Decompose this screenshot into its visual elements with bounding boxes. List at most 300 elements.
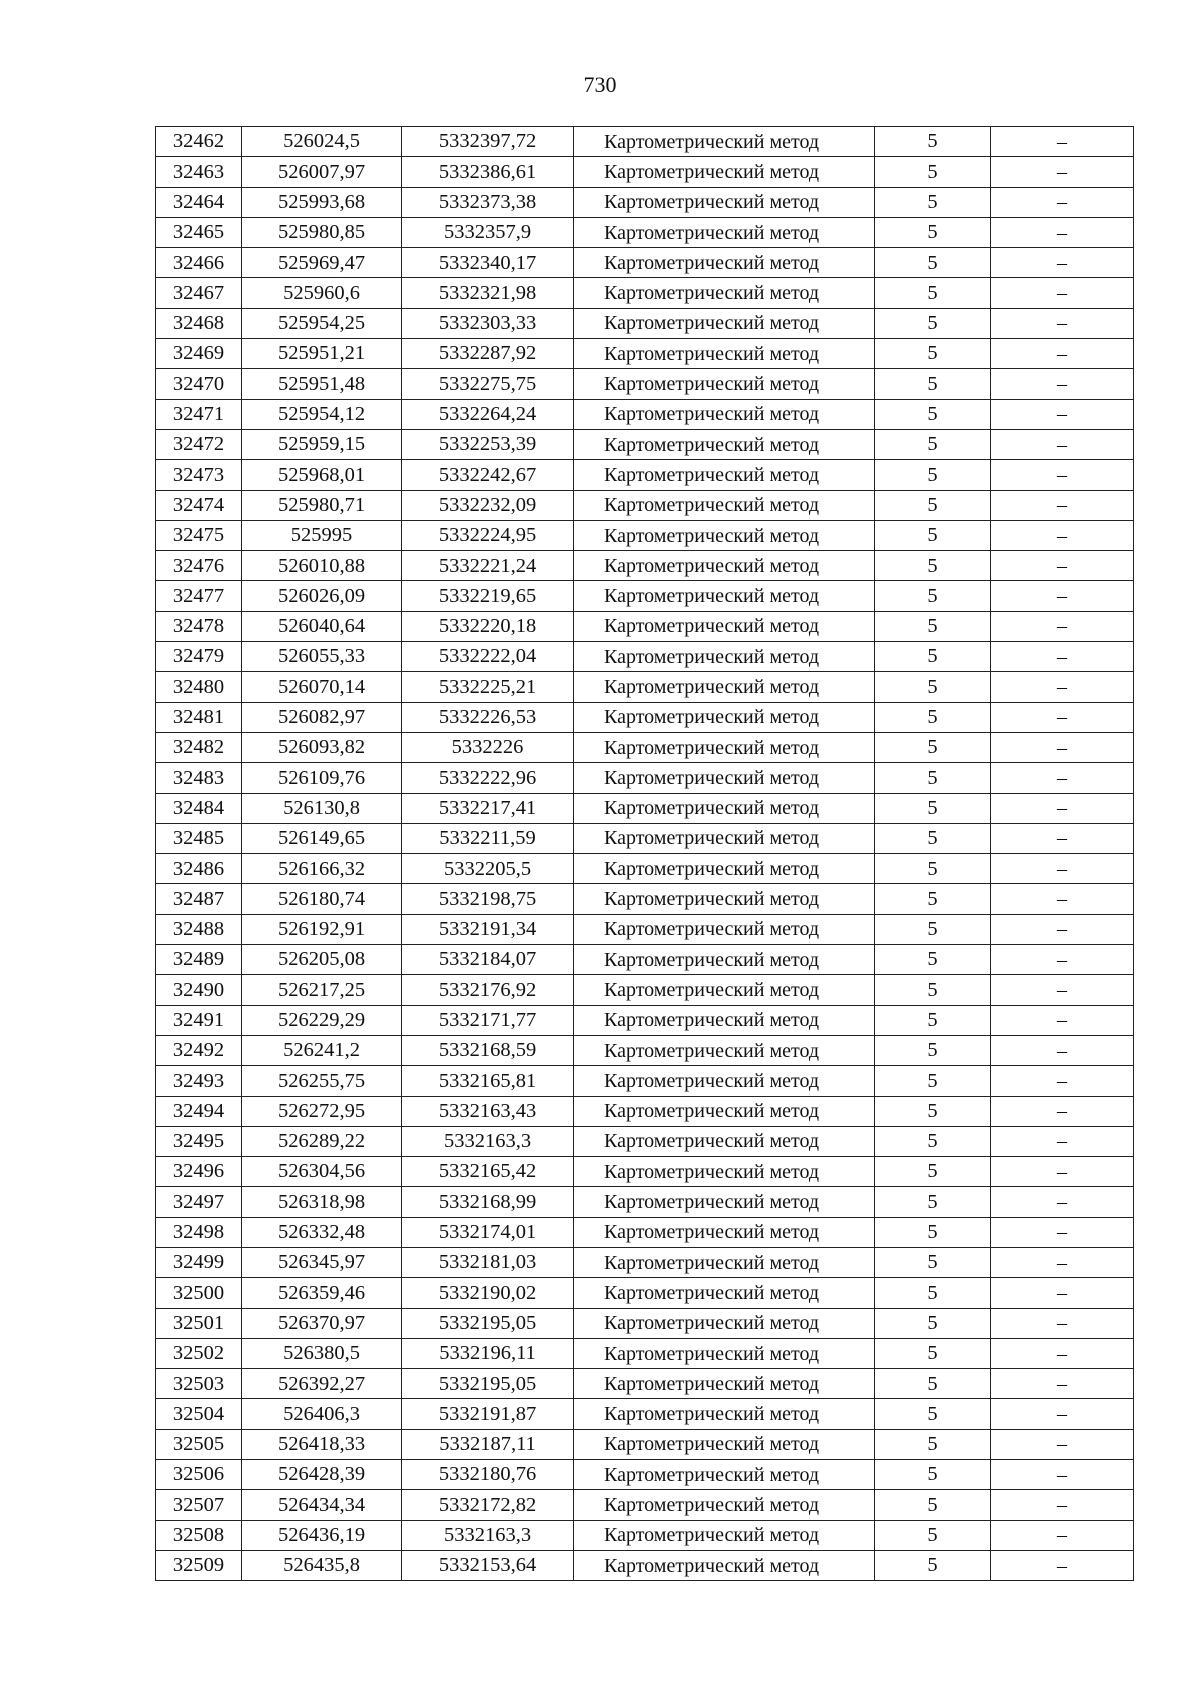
method-cell: Картометрический метод xyxy=(574,642,875,672)
method-cell: Картометрический метод xyxy=(574,611,875,641)
y-coordinate-cell: 5332165,81 xyxy=(402,1066,574,1096)
y-coordinate-cell: 5332217,41 xyxy=(402,793,574,823)
method-cell: Картометрический метод xyxy=(574,732,875,762)
point-number-cell: 32469 xyxy=(156,339,242,369)
accuracy-cell: 5 xyxy=(875,793,991,823)
y-coordinate-cell: 5332253,39 xyxy=(402,429,574,459)
accuracy-cell: 5 xyxy=(875,702,991,732)
method-cell: Картометрический метод xyxy=(574,1096,875,1126)
x-coordinate-cell: 525993,68 xyxy=(242,187,402,217)
method-cell: Картометрический метод xyxy=(574,823,875,853)
point-number-cell: 32488 xyxy=(156,914,242,944)
table-row xyxy=(156,1399,1134,1429)
x-coordinate-cell: 526205,08 xyxy=(242,945,402,975)
method-cell: Картометрический метод xyxy=(574,1490,875,1520)
x-coordinate-cell: 525995 xyxy=(242,520,402,550)
y-coordinate-cell: 5332153,64 xyxy=(402,1550,574,1580)
y-coordinate-cell: 5332275,75 xyxy=(402,369,574,399)
extra-cell: – xyxy=(991,1157,1134,1187)
extra-cell: – xyxy=(991,1247,1134,1277)
point-number-cell: 32481 xyxy=(156,702,242,732)
x-coordinate-cell: 526070,14 xyxy=(242,672,402,702)
x-coordinate-cell: 526289,22 xyxy=(242,1126,402,1156)
x-coordinate-cell: 526406,3 xyxy=(242,1399,402,1429)
accuracy-cell: 5 xyxy=(875,672,991,702)
table-row xyxy=(156,278,1134,308)
accuracy-cell: 5 xyxy=(875,399,991,429)
table-row xyxy=(156,248,1134,278)
accuracy-cell: 5 xyxy=(875,1369,991,1399)
accuracy-cell: 5 xyxy=(875,1520,991,1550)
y-coordinate-cell: 5332163,3 xyxy=(402,1520,574,1550)
method-cell: Картометрический метод xyxy=(574,1247,875,1277)
accuracy-cell: 5 xyxy=(875,551,991,581)
table-row xyxy=(156,642,1134,672)
accuracy-cell: 5 xyxy=(875,1126,991,1156)
table-row xyxy=(156,551,1134,581)
method-cell: Картометрический метод xyxy=(574,914,875,944)
extra-cell: – xyxy=(991,217,1134,247)
table-row xyxy=(156,217,1134,247)
method-cell: Картометрический метод xyxy=(574,672,875,702)
extra-cell: – xyxy=(991,1490,1134,1520)
point-number-cell: 32475 xyxy=(156,520,242,550)
accuracy-cell: 5 xyxy=(875,945,991,975)
accuracy-cell: 5 xyxy=(875,1278,991,1308)
extra-cell: – xyxy=(991,1460,1134,1490)
accuracy-cell: 5 xyxy=(875,1217,991,1247)
x-coordinate-cell: 526040,64 xyxy=(242,611,402,641)
table-row xyxy=(156,1429,1134,1459)
method-cell: Картометрический метод xyxy=(574,945,875,975)
x-coordinate-cell: 525951,21 xyxy=(242,339,402,369)
point-number-cell: 32504 xyxy=(156,1399,242,1429)
extra-cell: – xyxy=(991,248,1134,278)
extra-cell: – xyxy=(991,945,1134,975)
accuracy-cell: 5 xyxy=(875,1308,991,1338)
table-row xyxy=(156,672,1134,702)
y-coordinate-cell: 5332373,38 xyxy=(402,187,574,217)
point-number-cell: 32499 xyxy=(156,1247,242,1277)
point-number-cell: 32490 xyxy=(156,975,242,1005)
extra-cell: – xyxy=(991,460,1134,490)
extra-cell: – xyxy=(991,187,1134,217)
x-coordinate-cell: 526392,27 xyxy=(242,1369,402,1399)
extra-cell: – xyxy=(991,520,1134,550)
table-row xyxy=(156,1338,1134,1368)
table-row xyxy=(156,945,1134,975)
accuracy-cell: 5 xyxy=(875,1429,991,1459)
extra-cell: – xyxy=(991,732,1134,762)
y-coordinate-cell: 5332163,43 xyxy=(402,1096,574,1126)
method-cell: Картометрический метод xyxy=(574,702,875,732)
accuracy-cell: 5 xyxy=(875,1096,991,1126)
table-row xyxy=(156,884,1134,914)
x-coordinate-cell: 526166,32 xyxy=(242,854,402,884)
extra-cell: – xyxy=(991,1096,1134,1126)
x-coordinate-cell: 525954,25 xyxy=(242,308,402,338)
table-row xyxy=(156,1550,1134,1580)
table-row xyxy=(156,732,1134,762)
table-row xyxy=(156,460,1134,490)
method-cell: Картометрический метод xyxy=(574,339,875,369)
accuracy-cell: 5 xyxy=(875,884,991,914)
point-number-cell: 32473 xyxy=(156,460,242,490)
x-coordinate-cell: 526434,34 xyxy=(242,1490,402,1520)
x-coordinate-cell: 526255,75 xyxy=(242,1066,402,1096)
accuracy-cell: 5 xyxy=(875,763,991,793)
point-number-cell: 32492 xyxy=(156,1035,242,1065)
extra-cell: – xyxy=(991,1369,1134,1399)
y-coordinate-cell: 5332163,3 xyxy=(402,1126,574,1156)
point-number-cell: 32489 xyxy=(156,945,242,975)
accuracy-cell: 5 xyxy=(875,1005,991,1035)
method-cell: Картометрический метод xyxy=(574,217,875,247)
x-coordinate-cell: 525969,47 xyxy=(242,248,402,278)
extra-cell: – xyxy=(991,884,1134,914)
method-cell: Картометрический метод xyxy=(574,1005,875,1035)
extra-cell: – xyxy=(991,278,1134,308)
x-coordinate-cell: 526318,98 xyxy=(242,1187,402,1217)
y-coordinate-cell: 5332225,21 xyxy=(402,672,574,702)
point-number-cell: 32478 xyxy=(156,611,242,641)
point-number-cell: 32468 xyxy=(156,308,242,338)
y-coordinate-cell: 5332196,11 xyxy=(402,1338,574,1368)
point-number-cell: 32496 xyxy=(156,1157,242,1187)
point-number-cell: 32505 xyxy=(156,1429,242,1459)
point-number-cell: 32509 xyxy=(156,1550,242,1580)
point-number-cell: 32470 xyxy=(156,369,242,399)
extra-cell: – xyxy=(991,1005,1134,1035)
accuracy-cell: 5 xyxy=(875,975,991,1005)
table-row xyxy=(156,429,1134,459)
point-number-cell: 32482 xyxy=(156,732,242,762)
accuracy-cell: 5 xyxy=(875,339,991,369)
accuracy-cell: 5 xyxy=(875,1550,991,1580)
x-coordinate-cell: 526418,33 xyxy=(242,1429,402,1459)
x-coordinate-cell: 526024,5 xyxy=(242,127,402,157)
page-number: 730 xyxy=(583,72,617,97)
method-cell: Картометрический метод xyxy=(574,1126,875,1156)
extra-cell: – xyxy=(991,1066,1134,1096)
y-coordinate-cell: 5332198,75 xyxy=(402,884,574,914)
point-number-cell: 32497 xyxy=(156,1187,242,1217)
point-number-cell: 32464 xyxy=(156,187,242,217)
method-cell: Картометрический метод xyxy=(574,975,875,1005)
table-row xyxy=(156,1126,1134,1156)
x-coordinate-cell: 526436,19 xyxy=(242,1520,402,1550)
x-coordinate-cell: 526359,46 xyxy=(242,1278,402,1308)
point-number-cell: 32480 xyxy=(156,672,242,702)
accuracy-cell: 5 xyxy=(875,490,991,520)
x-coordinate-cell: 525959,15 xyxy=(242,429,402,459)
accuracy-cell: 5 xyxy=(875,1187,991,1217)
accuracy-cell: 5 xyxy=(875,308,991,338)
method-cell: Картометрический метод xyxy=(574,1369,875,1399)
point-number-cell: 32462 xyxy=(156,127,242,157)
y-coordinate-cell: 5332397,72 xyxy=(402,127,574,157)
y-coordinate-cell: 5332168,59 xyxy=(402,1035,574,1065)
point-number-cell: 32479 xyxy=(156,642,242,672)
table-row xyxy=(156,1278,1134,1308)
x-coordinate-cell: 525980,85 xyxy=(242,217,402,247)
point-number-cell: 32503 xyxy=(156,1369,242,1399)
x-coordinate-cell: 526149,65 xyxy=(242,823,402,853)
extra-cell: – xyxy=(991,157,1134,187)
x-coordinate-cell: 526093,82 xyxy=(242,732,402,762)
accuracy-cell: 5 xyxy=(875,914,991,944)
x-coordinate-cell: 526007,97 xyxy=(242,157,402,187)
method-cell: Картометрический метод xyxy=(574,1520,875,1550)
method-cell: Картометрический метод xyxy=(574,369,875,399)
point-number-cell: 32467 xyxy=(156,278,242,308)
method-cell: Картометрический метод xyxy=(574,1217,875,1247)
y-coordinate-cell: 5332211,59 xyxy=(402,823,574,853)
y-coordinate-cell: 5332187,11 xyxy=(402,1429,574,1459)
table-row xyxy=(156,339,1134,369)
y-coordinate-cell: 5332176,92 xyxy=(402,975,574,1005)
extra-cell: – xyxy=(991,1429,1134,1459)
accuracy-cell: 5 xyxy=(875,642,991,672)
accuracy-cell: 5 xyxy=(875,823,991,853)
accuracy-cell: 5 xyxy=(875,217,991,247)
extra-cell: – xyxy=(991,672,1134,702)
table-row xyxy=(156,975,1134,1005)
table-row xyxy=(156,1247,1134,1277)
accuracy-cell: 5 xyxy=(875,1338,991,1368)
table-row xyxy=(156,1460,1134,1490)
method-cell: Картометрический метод xyxy=(574,1278,875,1308)
method-cell: Картометрический метод xyxy=(574,399,875,429)
accuracy-cell: 5 xyxy=(875,854,991,884)
method-cell: Картометрический метод xyxy=(574,1157,875,1187)
x-coordinate-cell: 526345,97 xyxy=(242,1247,402,1277)
y-coordinate-cell: 5332226 xyxy=(402,732,574,762)
y-coordinate-cell: 5332184,07 xyxy=(402,945,574,975)
table-row xyxy=(156,1187,1134,1217)
extra-cell: – xyxy=(991,339,1134,369)
point-number-cell: 32463 xyxy=(156,157,242,187)
method-cell: Картометрический метод xyxy=(574,157,875,187)
table-row xyxy=(156,854,1134,884)
y-coordinate-cell: 5332168,99 xyxy=(402,1187,574,1217)
table-row xyxy=(156,1490,1134,1520)
x-coordinate-cell: 526435,8 xyxy=(242,1550,402,1580)
table-row xyxy=(156,763,1134,793)
x-coordinate-cell: 526010,88 xyxy=(242,551,402,581)
x-coordinate-cell: 526082,97 xyxy=(242,702,402,732)
extra-cell: – xyxy=(991,854,1134,884)
method-cell: Картометрический метод xyxy=(574,490,875,520)
y-coordinate-cell: 5332340,17 xyxy=(402,248,574,278)
extra-cell: – xyxy=(991,429,1134,459)
x-coordinate-cell: 526332,48 xyxy=(242,1217,402,1247)
method-cell: Картометрический метод xyxy=(574,1187,875,1217)
method-cell: Картометрический метод xyxy=(574,1308,875,1338)
point-number-cell: 32495 xyxy=(156,1126,242,1156)
table-row xyxy=(156,1520,1134,1550)
point-number-cell: 32502 xyxy=(156,1338,242,1368)
coordinates-table xyxy=(155,126,1134,1581)
table-row xyxy=(156,1369,1134,1399)
extra-cell: – xyxy=(991,1126,1134,1156)
extra-cell: – xyxy=(991,1399,1134,1429)
y-coordinate-cell: 5332195,05 xyxy=(402,1308,574,1338)
table-row xyxy=(156,127,1134,157)
extra-cell: – xyxy=(991,1520,1134,1550)
table-row xyxy=(156,611,1134,641)
method-cell: Картометрический метод xyxy=(574,854,875,884)
point-number-cell: 32466 xyxy=(156,248,242,278)
y-coordinate-cell: 5332171,77 xyxy=(402,1005,574,1035)
table-row xyxy=(156,308,1134,338)
y-coordinate-cell: 5332191,87 xyxy=(402,1399,574,1429)
point-number-cell: 32471 xyxy=(156,399,242,429)
y-coordinate-cell: 5332386,61 xyxy=(402,157,574,187)
method-cell: Картометрический метод xyxy=(574,127,875,157)
x-coordinate-cell: 526217,25 xyxy=(242,975,402,1005)
table-row xyxy=(156,1035,1134,1065)
point-number-cell: 32500 xyxy=(156,1278,242,1308)
y-coordinate-cell: 5332357,9 xyxy=(402,217,574,247)
y-coordinate-cell: 5332180,76 xyxy=(402,1460,574,1490)
method-cell: Картометрический метод xyxy=(574,884,875,914)
accuracy-cell: 5 xyxy=(875,1460,991,1490)
x-coordinate-cell: 526229,29 xyxy=(242,1005,402,1035)
table-row xyxy=(156,520,1134,550)
method-cell: Картометрический метод xyxy=(574,520,875,550)
point-number-cell: 32491 xyxy=(156,1005,242,1035)
point-number-cell: 32484 xyxy=(156,793,242,823)
accuracy-cell: 5 xyxy=(875,611,991,641)
method-cell: Картометрический метод xyxy=(574,187,875,217)
table-row xyxy=(156,1005,1134,1035)
y-coordinate-cell: 5332205,5 xyxy=(402,854,574,884)
extra-cell: – xyxy=(991,127,1134,157)
y-coordinate-cell: 5332224,95 xyxy=(402,520,574,550)
extra-cell: – xyxy=(991,490,1134,520)
y-coordinate-cell: 5332226,53 xyxy=(402,702,574,732)
point-number-cell: 32485 xyxy=(156,823,242,853)
point-number-cell: 32472 xyxy=(156,429,242,459)
method-cell: Картометрический метод xyxy=(574,1429,875,1459)
point-number-cell: 32501 xyxy=(156,1308,242,1338)
x-coordinate-cell: 526130,8 xyxy=(242,793,402,823)
point-number-cell: 32477 xyxy=(156,581,242,611)
point-number-cell: 32486 xyxy=(156,854,242,884)
x-coordinate-cell: 525980,71 xyxy=(242,490,402,520)
extra-cell: – xyxy=(991,308,1134,338)
method-cell: Картометрический метод xyxy=(574,1399,875,1429)
x-coordinate-cell: 526380,5 xyxy=(242,1338,402,1368)
accuracy-cell: 5 xyxy=(875,127,991,157)
method-cell: Картометрический метод xyxy=(574,581,875,611)
extra-cell: – xyxy=(991,763,1134,793)
x-coordinate-cell: 526192,91 xyxy=(242,914,402,944)
x-coordinate-cell: 525960,6 xyxy=(242,278,402,308)
method-cell: Картометрический метод xyxy=(574,763,875,793)
point-number-cell: 32487 xyxy=(156,884,242,914)
table-row xyxy=(156,581,1134,611)
x-coordinate-cell: 525951,48 xyxy=(242,369,402,399)
extra-cell: – xyxy=(991,914,1134,944)
y-coordinate-cell: 5332220,18 xyxy=(402,611,574,641)
method-cell: Картометрический метод xyxy=(574,793,875,823)
x-coordinate-cell: 526055,33 xyxy=(242,642,402,672)
extra-cell: – xyxy=(991,399,1134,429)
extra-cell: – xyxy=(991,1187,1134,1217)
accuracy-cell: 5 xyxy=(875,520,991,550)
y-coordinate-cell: 5332264,24 xyxy=(402,399,574,429)
method-cell: Картометрический метод xyxy=(574,1550,875,1580)
point-number-cell: 32494 xyxy=(156,1096,242,1126)
x-coordinate-cell: 526272,95 xyxy=(242,1096,402,1126)
accuracy-cell: 5 xyxy=(875,1399,991,1429)
table-row xyxy=(156,1308,1134,1338)
extra-cell: – xyxy=(991,793,1134,823)
accuracy-cell: 5 xyxy=(875,1247,991,1277)
y-coordinate-cell: 5332172,82 xyxy=(402,1490,574,1520)
y-coordinate-cell: 5332222,96 xyxy=(402,763,574,793)
coordinates-table-body xyxy=(156,127,1134,1581)
extra-cell: – xyxy=(991,1550,1134,1580)
method-cell: Картометрический метод xyxy=(574,1338,875,1368)
accuracy-cell: 5 xyxy=(875,278,991,308)
y-coordinate-cell: 5332232,09 xyxy=(402,490,574,520)
x-coordinate-cell: 526241,2 xyxy=(242,1035,402,1065)
extra-cell: – xyxy=(991,975,1134,1005)
accuracy-cell: 5 xyxy=(875,187,991,217)
accuracy-cell: 5 xyxy=(875,157,991,187)
x-coordinate-cell: 526428,39 xyxy=(242,1460,402,1490)
table-row xyxy=(156,1066,1134,1096)
method-cell: Картометрический метод xyxy=(574,308,875,338)
accuracy-cell: 5 xyxy=(875,1035,991,1065)
point-number-cell: 32498 xyxy=(156,1217,242,1247)
extra-cell: – xyxy=(991,1338,1134,1368)
accuracy-cell: 5 xyxy=(875,1066,991,1096)
y-coordinate-cell: 5332174,01 xyxy=(402,1217,574,1247)
table-row xyxy=(156,823,1134,853)
method-cell: Картометрический метод xyxy=(574,460,875,490)
x-coordinate-cell: 526026,09 xyxy=(242,581,402,611)
accuracy-cell: 5 xyxy=(875,460,991,490)
extra-cell: – xyxy=(991,551,1134,581)
accuracy-cell: 5 xyxy=(875,1157,991,1187)
accuracy-cell: 5 xyxy=(875,581,991,611)
table-row xyxy=(156,157,1134,187)
y-coordinate-cell: 5332181,03 xyxy=(402,1247,574,1277)
table-row xyxy=(156,399,1134,429)
y-coordinate-cell: 5332190,02 xyxy=(402,1278,574,1308)
y-coordinate-cell: 5332222,04 xyxy=(402,642,574,672)
point-number-cell: 32508 xyxy=(156,1520,242,1550)
y-coordinate-cell: 5332287,92 xyxy=(402,339,574,369)
extra-cell: – xyxy=(991,1035,1134,1065)
x-coordinate-cell: 526370,97 xyxy=(242,1308,402,1338)
y-coordinate-cell: 5332191,34 xyxy=(402,914,574,944)
x-coordinate-cell: 525954,12 xyxy=(242,399,402,429)
extra-cell: – xyxy=(991,611,1134,641)
y-coordinate-cell: 5332303,33 xyxy=(402,308,574,338)
x-coordinate-cell: 526109,76 xyxy=(242,763,402,793)
extra-cell: – xyxy=(991,702,1134,732)
table-row xyxy=(156,1096,1134,1126)
extra-cell: – xyxy=(991,369,1134,399)
method-cell: Картометрический метод xyxy=(574,248,875,278)
method-cell: Картометрический метод xyxy=(574,278,875,308)
y-coordinate-cell: 5332165,42 xyxy=(402,1157,574,1187)
